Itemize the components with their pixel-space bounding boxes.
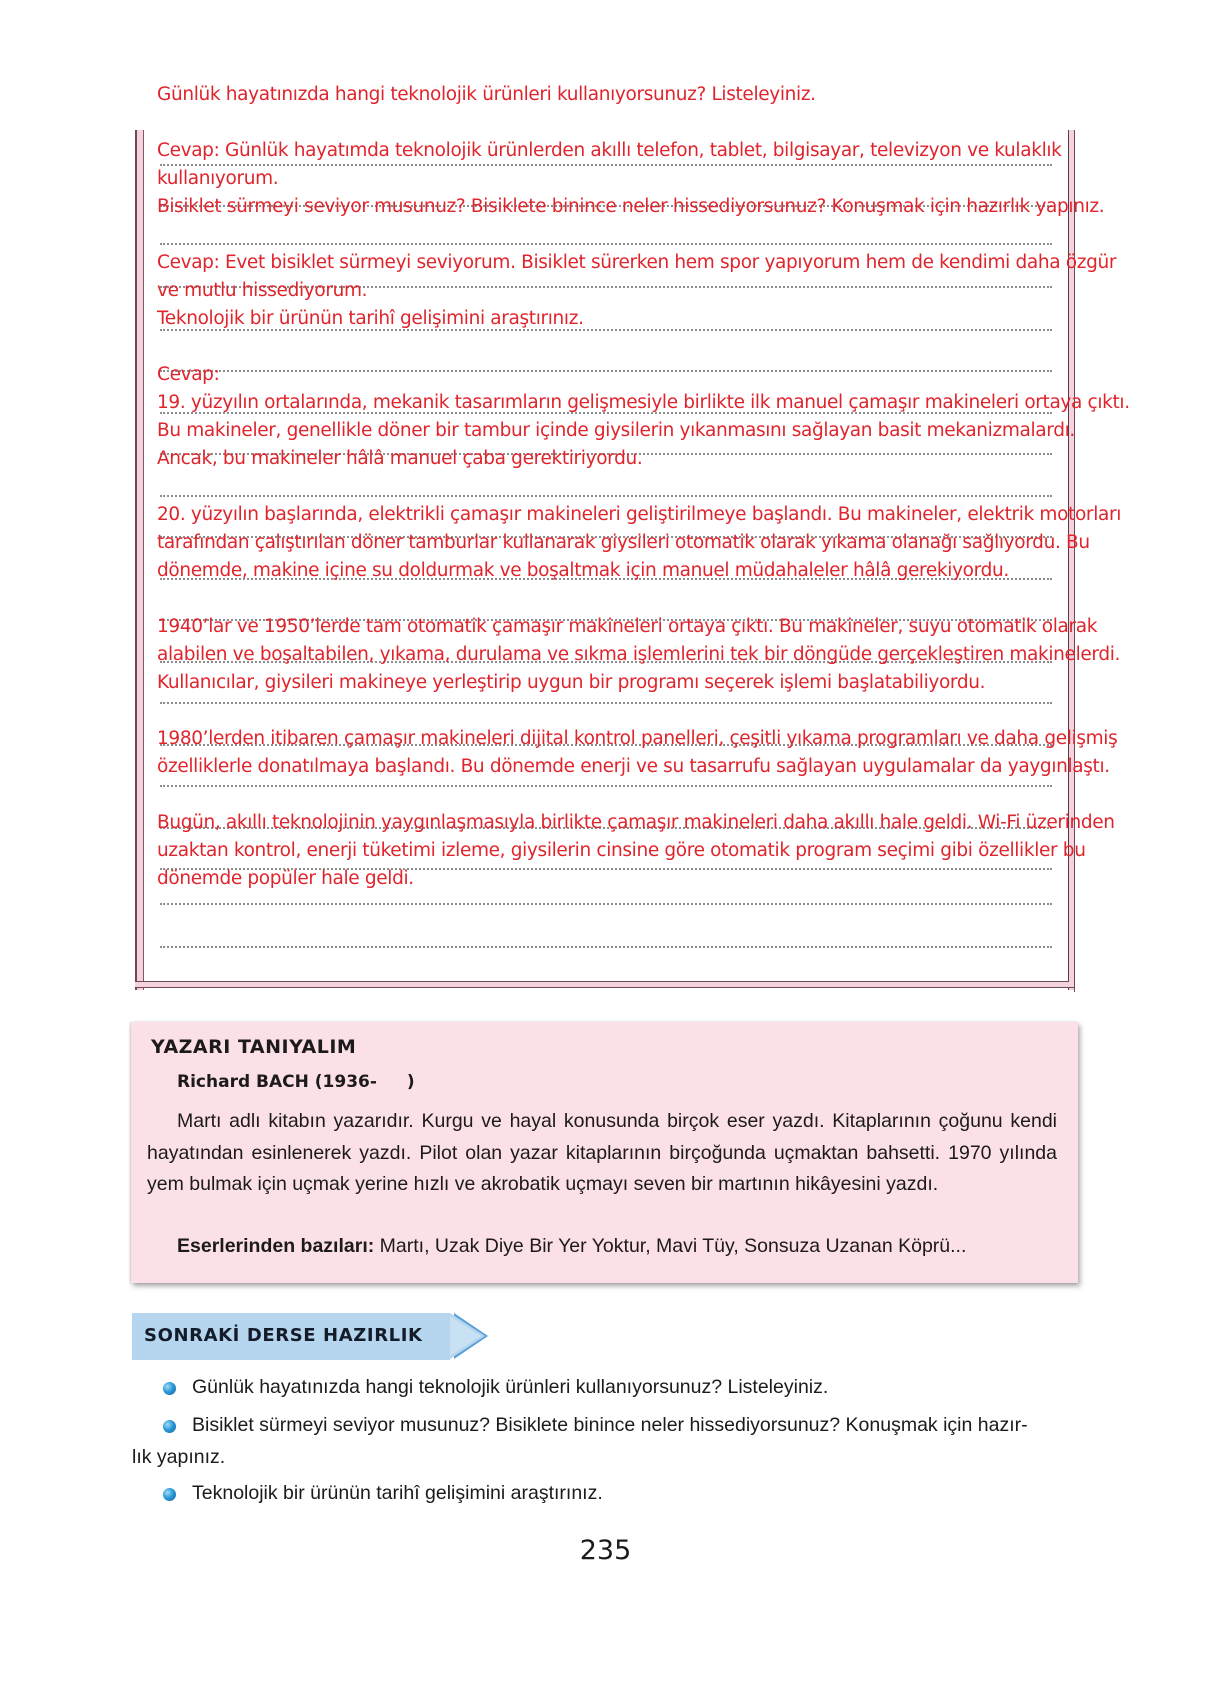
next-lesson-item: Teknolojik bir ürünün tarihî gelişimini araştırınız.: [192, 1482, 603, 1504]
history-paragraph-line: Ancak, bu makineler hâlâ manuel çaba gerektiriyordu.: [157, 448, 643, 469]
dotted-line: [160, 495, 1052, 497]
banner-arrow-highlight: [450, 1316, 481, 1356]
answer-1-line: kullanıyorum.: [157, 168, 279, 189]
author-works-list: Martı, Uzak Diye Bir Yer Yoktur, Mavi Tüy, Sonsuza Uzanan Köprü...: [374, 1235, 967, 1257]
dotted-line: [160, 903, 1052, 905]
history-paragraph-line: Bugün, akıllı teknolojinin yaygınlaşmasıyla birlikte çamaşır makineleri daha akıllı hale geldi. Wi-Fi üzerinden: [157, 812, 1115, 833]
dotted-line: [160, 164, 1052, 166]
banner-title: SONRAKİ DERSE HAZIRLIK: [144, 1325, 423, 1346]
author-info-box: [131, 1022, 1078, 1283]
history-paragraph-line: tarafından çalıştırılan döner tamburlar kullanarak giysileri otomatik olarak yıkama olanağı sağlıyordu. Bu: [157, 532, 1090, 553]
answer-2-line: Cevap: Evet bisiklet sürmeyi seviyorum. Bisiklet sürerken hem spor yapıyorum hem de kendimi daha özgür: [157, 252, 1117, 273]
history-paragraph-line: Bu makineler, genellikle döner bir tambur içinde giysilerin yıkanmasını sağlayan basit mekanizmalardı.: [157, 420, 1075, 441]
history-paragraph-line: Kullanıcılar, giysileri makineye yerleştirip uygun bir programı seçerek işlemi başlatabiliyordu.: [157, 672, 986, 693]
history-paragraph-line: özelliklerle donatılmaya başlandı. Bu dönemde enerji ve su tasarrufu sağlayan uygulamalar da yaygınlaştı.: [157, 756, 1110, 777]
history-paragraph-line: 20. yüzyılın başlarında, elektrikli çamaşır makineleri geliştirilmeye başlandı. Bu makineler, elektrik motorları: [157, 504, 1122, 525]
page-number: 235: [579, 1535, 632, 1566]
history-paragraph-line: 1940’lar ve 1950’lerde tam otomatik çamaşır makineleri ortaya çıktı. Bu makineler, suyu otomatik olarak: [157, 616, 1098, 637]
bullet-dot-icon: [163, 1420, 176, 1433]
history-paragraph-line: 19. yüzyılın ortalarında, mekanik tasarımların gelişmesiyle birlikte ilk manuel çamaşır makineleri ortaya çıktı.: [157, 392, 1130, 413]
history-paragraph-line: alabilen ve boşaltabilen, yıkama, durulama ve sıkma işlemlerini tek bir döngüde gerçekleştiren makinelerdi.: [157, 644, 1121, 665]
history-paragraph-line: 1980’lerden itibaren çamaşır makineleri dijital kontrol panelleri, çeşitli yıkama programları ve daha gelişmiş: [157, 728, 1118, 749]
dotted-line: [160, 702, 1052, 704]
bullet-dot-icon: [163, 1488, 176, 1501]
next-lesson-item: Bisiklet sürmeyi seviyor musunuz? Bisiklete binince neler hissediyorsunuz? Konuşmak için hazır-: [192, 1414, 1028, 1436]
next-lesson-banner: [132, 1313, 485, 1360]
history-paragraph-line: dönemde popüler hale geldi.: [157, 868, 414, 889]
question-3: Teknolojik bir ürünün tarihî gelişimini araştırınız.: [157, 308, 584, 329]
author-works: [177, 1235, 966, 1258]
author-works-label: Eserlerinden bazıları:: [177, 1235, 375, 1257]
author-name-close: ): [406, 1072, 415, 1092]
history-paragraph-line: uzaktan kontrol, enerji tüketimi izleme, giysilerin cinsine göre otomatik program seçimi gibi özellikler bu: [157, 840, 1086, 861]
dotted-line: [160, 243, 1052, 245]
history-paragraph-line: dönemde, makine içine su doldurmak ve boşaltmak için manuel müdahaleler hâlâ gerekiyordu.: [157, 560, 1009, 581]
author-name: [177, 1072, 415, 1092]
answer-3-label: Cevap:: [157, 364, 220, 385]
frame-left-inner-border: [143, 130, 144, 990]
author-box-title: YAZARI TANIYALIM: [151, 1036, 357, 1058]
author-biography: Martı adlı kitabın yazarıdır. Kurgu ve hayal konusunda birçok eser yazdı. Kitaplarının çoğunu kendi hayatından esinlenerek yazdı. Pilot olan yazar kitaplarının birçoğunda uçmaktan bahsetti. 1970 yılında yem bulmak için uçmak yerine hızlı ve akrobatik uçmayı seven bir martının hikâyesini yazdı.: [147, 1110, 1057, 1195]
next-lesson-item: Günlük hayatınızda hangi teknolojik ürünleri kullanıyorsunuz? Listeleyiniz.: [192, 1376, 829, 1398]
frame-bottom-outer-border: [135, 987, 1075, 988]
bullet-dot-icon: [163, 1382, 176, 1395]
next-lesson-item-continuation: lık yapınız.: [132, 1446, 226, 1468]
dotted-line: [160, 946, 1052, 948]
dotted-line: [160, 370, 1052, 372]
question-2: Bisiklet sürmeyi seviyor musunuz? Bisiklete binince neler hissediyorsunuz? Konuşmak için hazırlık yapınız.: [157, 196, 1105, 217]
author-name-text: Richard BACH (1936-: [177, 1072, 377, 1092]
question-1: Günlük hayatınızda hangi teknolojik ürünleri kullanıyorsunuz? Listeleyiniz.: [157, 84, 816, 105]
dotted-line: [160, 785, 1052, 787]
answer-1-line: Cevap: Günlük hayatımda teknolojik ürünlerden akıllı telefon, tablet, bilgisayar, televizyon ve kulaklık: [157, 140, 1062, 161]
answer-2-line: ve mutlu hissediyorum.: [157, 280, 368, 301]
